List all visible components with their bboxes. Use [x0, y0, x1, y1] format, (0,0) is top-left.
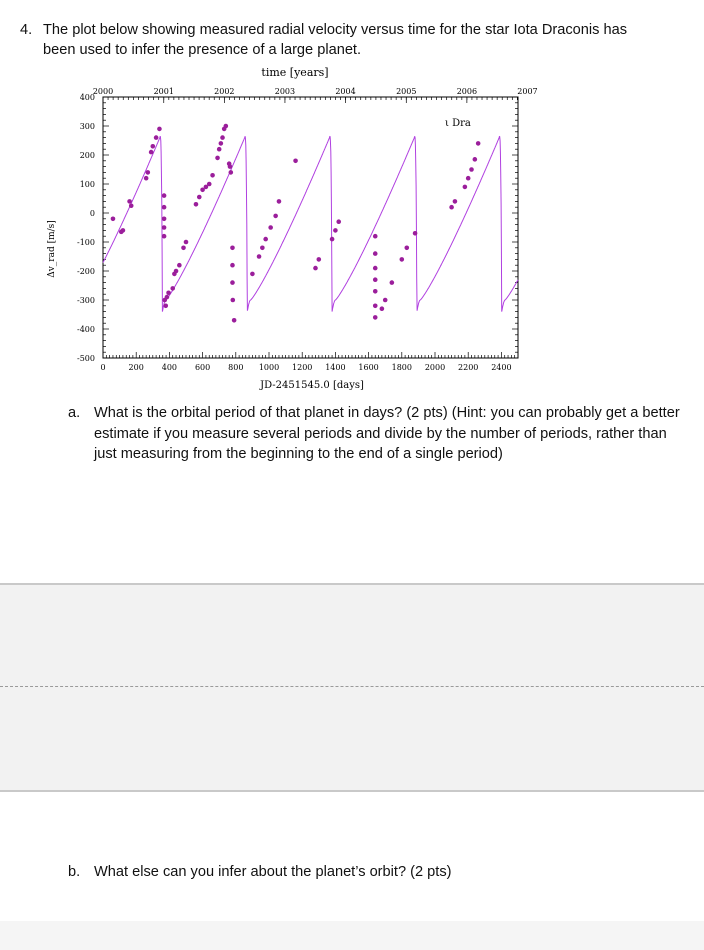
- radial-velocity-chart: [30, 64, 538, 394]
- data-point: [330, 237, 335, 242]
- data-point: [383, 298, 388, 303]
- data-point: [163, 304, 168, 309]
- data-point: [476, 141, 481, 146]
- y-tick-label: 400: [79, 93, 95, 102]
- part-a-question: [68, 403, 683, 465]
- data-point: [373, 266, 378, 271]
- data-point: [390, 280, 395, 285]
- data-point: [129, 203, 134, 208]
- data-point: [404, 246, 409, 251]
- answer-divider-dashed: [0, 686, 704, 687]
- data-point: [177, 263, 182, 268]
- data-point: [263, 237, 268, 242]
- data-point: [466, 176, 471, 181]
- data-point: [373, 251, 378, 256]
- data-point: [210, 173, 215, 178]
- y-tick-label: -300: [77, 296, 95, 305]
- top-axis-label: 2000: [92, 87, 114, 96]
- y-tick-label: 0: [89, 209, 95, 218]
- question-heading: [20, 20, 680, 60]
- x-tick-label: 2200: [458, 363, 479, 372]
- x-axis-label: JD-2451545.0 [days]: [260, 380, 364, 391]
- data-point: [111, 217, 116, 222]
- x-tick-label: 1400: [325, 363, 346, 372]
- data-point: [231, 298, 236, 303]
- top-axis-label: 2007: [517, 87, 538, 96]
- data-point: [313, 266, 318, 271]
- data-point: [162, 205, 167, 210]
- data-point: [146, 170, 151, 175]
- y-tick-label: 200: [79, 151, 95, 160]
- y-tick-label: 100: [79, 180, 95, 189]
- data-point: [162, 193, 167, 198]
- data-point: [336, 219, 341, 224]
- data-point: [184, 240, 189, 245]
- data-point: [174, 269, 179, 274]
- top-axis-label: 2003: [274, 87, 296, 96]
- x-tick-label: 0: [100, 363, 106, 372]
- y-tick-label: -200: [77, 267, 95, 276]
- question-number: 4.: [20, 22, 33, 38]
- data-point: [121, 228, 126, 233]
- data-point: [453, 199, 458, 204]
- data-point: [449, 205, 454, 210]
- data-point: [230, 263, 235, 268]
- data-point: [149, 150, 154, 155]
- x-tick-label: 200: [128, 363, 144, 372]
- top-axis-label: 2004: [335, 87, 356, 96]
- data-point: [463, 185, 468, 190]
- data-point: [380, 306, 385, 311]
- top-axis-label: 2006: [456, 87, 478, 96]
- x-tick-label: 1000: [258, 363, 280, 372]
- data-point: [220, 135, 225, 140]
- answer-area-bottom[interactable]: [0, 921, 704, 950]
- data-point: [400, 257, 405, 262]
- top-axis-label: 2002: [214, 87, 235, 96]
- data-point: [127, 199, 132, 204]
- data-point: [293, 159, 298, 164]
- data-point: [257, 254, 262, 259]
- data-point: [260, 246, 265, 251]
- part-b-label: b.: [68, 864, 81, 880]
- data-point: [373, 277, 378, 282]
- data-point: [229, 170, 234, 175]
- chart-title: time [years]: [261, 66, 329, 79]
- data-point: [151, 144, 156, 149]
- data-point: [230, 246, 235, 251]
- data-point: [317, 257, 322, 262]
- data-point: [165, 295, 170, 300]
- top-axis-label: 2005: [396, 87, 417, 96]
- data-point: [144, 176, 149, 181]
- data-point: [166, 290, 171, 295]
- x-tick-label: 1200: [292, 363, 313, 372]
- data-point: [170, 286, 175, 291]
- y-tick-label: -400: [77, 325, 95, 334]
- data-point: [230, 280, 235, 285]
- data-point: [373, 234, 378, 239]
- part-b-question: [68, 862, 683, 882]
- data-point: [217, 147, 222, 152]
- data-point: [162, 234, 167, 239]
- data-point: [373, 315, 378, 320]
- legend-label: ι Dra: [445, 118, 471, 129]
- y-axis-label: Δv_rad [m/s]: [47, 220, 57, 278]
- data-point: [162, 225, 167, 230]
- data-point: [250, 272, 255, 277]
- x-tick-label: 400: [161, 363, 178, 372]
- data-point: [273, 214, 278, 219]
- part-b-text: What else can you infer about the planet’s orbit? (2 pts): [94, 864, 452, 880]
- data-point: [469, 167, 474, 172]
- part-a-label: a.: [68, 405, 81, 421]
- question-text-line2: been used to infer the presence of a large planet.: [43, 42, 362, 58]
- data-point: [157, 127, 162, 132]
- data-point: [224, 124, 229, 129]
- fitted-curve: [103, 136, 518, 311]
- data-point: [194, 202, 199, 207]
- data-point: [277, 199, 282, 204]
- data-point: [197, 195, 202, 200]
- y-tick-label: 300: [79, 122, 95, 131]
- data-point: [373, 289, 378, 294]
- data-point: [413, 231, 418, 236]
- question-text-line1: The plot below showing measured radial velocity versus time for the star Iota Draconis has: [43, 22, 628, 38]
- data-point: [207, 182, 212, 187]
- x-tick-label: 1600: [358, 363, 379, 372]
- top-axis-label: 2001: [153, 87, 174, 96]
- data-point: [219, 141, 224, 146]
- x-tick-label: 1800: [391, 363, 412, 372]
- data-point: [215, 156, 220, 161]
- answer-area-band[interactable]: [0, 583, 704, 792]
- data-point: [162, 217, 167, 222]
- data-point: [373, 304, 378, 309]
- data-point: [232, 318, 237, 323]
- x-tick-label: 2400: [491, 363, 512, 372]
- data-point: [228, 164, 233, 169]
- x-tick-label: 800: [228, 363, 244, 372]
- data-point: [473, 157, 478, 162]
- x-tick-label: 2000: [424, 363, 446, 372]
- data-point: [333, 228, 338, 233]
- data-point: [268, 225, 273, 230]
- data-point: [181, 246, 186, 251]
- y-tick-label: -500: [77, 354, 95, 363]
- x-tick-label: 600: [194, 363, 211, 372]
- part-a-text: What is the orbital period of that planet in days? (2 pts) (Hint: you can probably get a better estimate if you measure several periods and divide by the number of periods, rather than just measuring from the beginning to the end of a single period): [94, 405, 680, 462]
- data-point: [154, 135, 159, 140]
- y-tick-label: -100: [77, 238, 95, 247]
